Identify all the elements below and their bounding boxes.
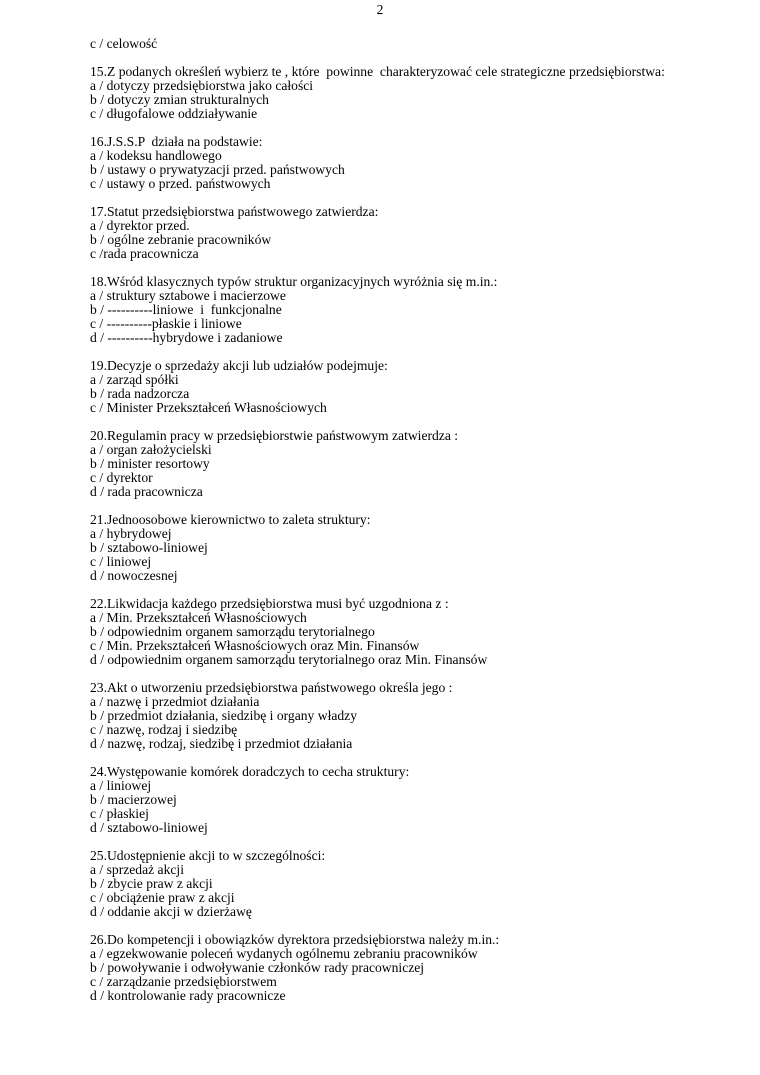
question-block [90, 205, 750, 261]
question-block [90, 765, 750, 835]
question-option: d / rada pracownicza [90, 484, 203, 499]
question-option: c / liniowej [90, 554, 152, 569]
question-option: c / obciążenie praw z akcji [90, 890, 235, 905]
question-option: b / sztabowo-liniowej [90, 540, 208, 555]
question-option: a / sprzedaż akcji [90, 862, 184, 877]
question-option: b / przedmiot działania, siedzibę i organy władzy [90, 708, 358, 723]
question-option: c /rada pracownicza [90, 246, 199, 261]
question-option: a / zarząd spółki [90, 372, 179, 387]
question-block [90, 597, 750, 667]
question-title: 15.Z podanych określeń wybierz te , które powinne charakteryzować cele strategiczne przedsiębiorstwa: [90, 64, 665, 79]
question-option: b / odpowiednim organem samorządu terytorialnego [90, 624, 375, 639]
question-block [90, 135, 750, 191]
question-option: b / zbycie praw z akcji [90, 876, 213, 891]
question-block [90, 359, 750, 415]
question-option: b / ogólne zebranie pracowników [90, 232, 272, 247]
question-option: a / hybrydowej [90, 526, 172, 541]
question-block [90, 849, 750, 919]
question-title: 19.Decyzje o sprzedaży akcji lub udziałów podejmuje: [90, 358, 388, 373]
question-option: b / dotyczy zmian strukturalnych [90, 92, 269, 107]
question-title: 26.Do kompetencji i obowiązków dyrektora przedsiębiorstwa należy m.in.: [90, 932, 500, 947]
question-option: c / ----------płaskie i liniowe [90, 316, 242, 331]
question-block [90, 933, 750, 1003]
question-title: 25.Udostępnienie akcji to w szczególności: [90, 848, 326, 863]
question-option: c / ustawy o przed. państwowych [90, 176, 271, 191]
question-option: a / organ założycielski [90, 442, 212, 457]
question-title: 24.Występowanie komórek doradczych to cecha struktury: [90, 764, 410, 779]
question-option: b / rada nadzorcza [90, 386, 190, 401]
question-block [90, 513, 750, 583]
question-option: d / ----------hybrydowe i zadaniowe [90, 330, 283, 345]
question-option: c / dyrektor [90, 470, 153, 485]
questions-container [90, 65, 750, 1003]
question-block [90, 681, 750, 751]
question-option: d / oddanie akcji w dzierżawę [90, 904, 252, 919]
question-title: 18.Wśród klasycznych typów struktur organizacyjnych wyróżnia się m.in.: [90, 274, 498, 289]
question-block [90, 275, 750, 345]
question-title: 22.Likwidacja każdego przedsiębiorstwa musi być uzgodniona z : [90, 596, 449, 611]
question-option: d / nazwę, rodzaj, siedzibę i przedmiot działania [90, 736, 353, 751]
question-option: d / nowoczesnej [90, 568, 178, 583]
question-option: c / nazwę, rodzaj i siedzibę [90, 722, 238, 737]
question-option: c / Minister Przekształceń Własnościowych [90, 400, 327, 415]
question-block [90, 429, 750, 499]
question-option: d / sztabowo-liniowej [90, 820, 208, 835]
question-option: c / płaskiej [90, 806, 149, 821]
question-title: 17.Statut przedsiębiorstwa państwowego zatwierdza: [90, 204, 379, 219]
question-title: 21.Jednoosobowe kierownictwo to zaleta struktury: [90, 512, 371, 527]
question-option: a / struktury sztabowe i macierzowe [90, 288, 286, 303]
question-option: a / liniowej [90, 778, 152, 793]
question-option: b / ----------liniowe i funkcjonalne [90, 302, 282, 317]
question-option: b / powoływanie i odwoływanie członków rady pracowniczej [90, 960, 425, 975]
orphan-answer-line: c / celowość [90, 36, 158, 51]
question-option: a / dyrektor przed. [90, 218, 190, 233]
question-title: 20.Regulamin pracy w przedsiębiorstwie państwowym zatwierdza : [90, 428, 459, 443]
question-option: c / Min. Przekształceń Własnościowych oraz Min. Finansów [90, 638, 420, 653]
question-title: 16.J.S.S.P działa na podstawie: [90, 134, 263, 149]
question-option: a / egzekwowanie poleceń wydanych ogólnemu zebraniu pracowników [90, 946, 478, 961]
question-option: a / Min. Przekształceń Własnościowych [90, 610, 307, 625]
question-option: a / dotyczy przedsiębiorstwa jako całości [90, 78, 314, 93]
question-option: b / ustawy o prywatyzacji przed. państwowych [90, 162, 345, 177]
question-option: c / zarządzanie przedsiębiorstwem [90, 974, 277, 989]
question-option: d / odpowiednim organem samorządu terytorialnego oraz Min. Finansów [90, 652, 488, 667]
page-number: 2 [376, 2, 384, 17]
question-option: a / kodeksu handlowego [90, 148, 222, 163]
question-option: b / macierzowej [90, 792, 177, 807]
question-title: 23.Akt o utworzeniu przedsiębiorstwa państwowego określa jego : [90, 680, 453, 695]
question-option: d / kontrolowanie rady pracownicze [90, 988, 286, 1003]
question-option: c / długofalowe oddziaływanie [90, 106, 258, 121]
document-content [90, 37, 750, 1003]
question-option: a / nazwę i przedmiot działania [90, 694, 260, 709]
question-option: b / minister resortowy [90, 456, 210, 471]
question-block [90, 65, 750, 121]
